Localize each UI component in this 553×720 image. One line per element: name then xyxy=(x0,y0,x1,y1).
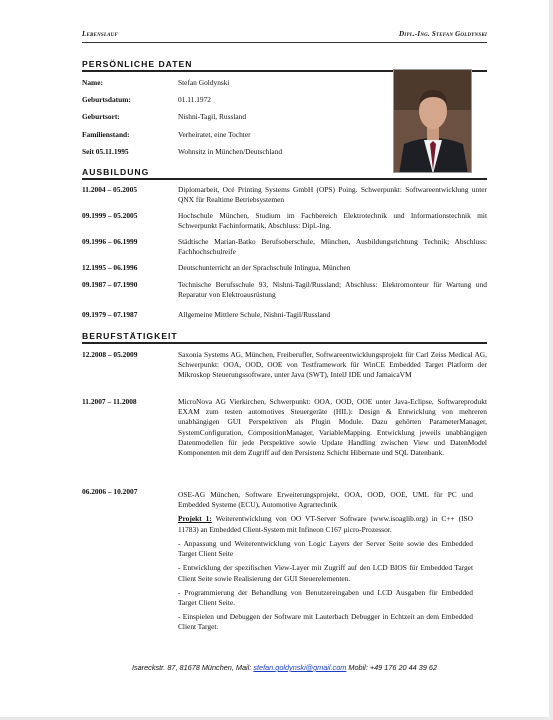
entry-date: 09.1979 – 07.1987 xyxy=(82,310,138,319)
ose-details xyxy=(178,490,473,637)
entry-text: Saxonia Systems AG, München, Freiberufler, Softwareentwicklungsprojekt für Carl Zeiss Medical AG, Schwerpunkt: OOA, OOD, OOE von Testframework für WinCE Embedded Target Platform der Mikroskop Steuerungssoftware, unter Java (SWT), IntelJ IDE und JamaicaVM xyxy=(178,350,487,380)
entry-date: 11.2004 – 05.2005 xyxy=(82,185,138,194)
entry-text: Allgemeine Mittlere Schule, Nishni-Tagil/Russland xyxy=(178,310,331,319)
entry-date: 11.2007 – 11.2008 xyxy=(82,397,137,406)
personal-value: Nishni-Tagil, Russland xyxy=(178,112,247,122)
personal-row xyxy=(82,112,382,129)
header-rule xyxy=(82,42,487,43)
footer-email-link[interactable]: stefan.goldynski@gmail.com xyxy=(253,663,347,672)
personal-label: Geburtsort: xyxy=(82,112,120,122)
project-text: Weiterentwicklung von OO VT-Server Software (www.isoaglib.org) in C++ (ISO 11783) an Embedded Client-System mit Infineon C167 µicro-Prozessor. xyxy=(178,514,473,534)
personal-value: Verheiratet, eine Tochter xyxy=(178,129,251,139)
personal-row xyxy=(82,130,382,147)
personal-row xyxy=(82,78,382,95)
personal-label: Familienstand: xyxy=(82,129,130,139)
section-rule-education xyxy=(82,178,487,180)
personal-row xyxy=(82,95,382,112)
ose-bullet: - Anpassung und Weiterentwicklung von Logic Layers der Server Seite sowie des Embedded Target Client Seite xyxy=(178,538,473,559)
entry-date: 09.1999 – 05.2005 xyxy=(82,211,138,220)
personal-data xyxy=(82,78,382,164)
ose-project xyxy=(178,514,473,534)
ose-bullet: - Programmierung der Behandlung von Benutzereingaben und LCD Ausgaben für Embedded Target Client Seite. xyxy=(178,587,473,607)
entry-date: 06.2006 – 10.2007 xyxy=(82,487,138,496)
page-edge-right xyxy=(549,0,553,720)
header-left: Lebenslauf xyxy=(82,30,119,38)
personal-label: Geburtsdatum: xyxy=(82,95,131,105)
personal-value: Wohnsitz in München/Deutschland xyxy=(178,146,283,156)
entry-text: Diplomarbeit, Océ Printing Systems GmbH (OPS) Poing. Schwerpunkt: Softwareentwicklung unter QNX für Realtime Betriebsystemen xyxy=(178,185,487,205)
footer-contact xyxy=(82,663,487,673)
project-label: Projekt 1: xyxy=(178,514,212,524)
personal-label: Seit 05.11.1995 xyxy=(82,146,129,156)
ose-summary: OSE-AG München, Software Erweiterungsprojekt, OOA, OOD, OOE, UML für PC und Embedded Systeme (ECU), Automotive Agrartechnik xyxy=(178,490,473,510)
footer-address: Isareckstr. 87, 81678 München, Mail: xyxy=(131,663,254,672)
running-header xyxy=(82,30,487,41)
section-title-career: BERUFSTÄTIGKEIT xyxy=(82,331,178,341)
entry-text: Technische Berufsschule 93, Nishni-Tagil/Russland; Abschluss: Elektromonteur für Wartung und Reparatur von Elektroausrüstung xyxy=(178,280,487,300)
entry-text: MicroNova AG Vierkirchen, Schwerpunkt: OOA, OOD, OOE unter Java-Eclipse, Softwareprodukt EXAM zum testen automotives Steuergeräte (HIL): Design & Entwicklung von mehreren unabhängigen GUI Perspektiven als Plugin Module. Dazu gehörten ParameterManager, SystemConfiguration, CompositionManager, VariableMapping. Entwicklung jeweils unabhängigen Datenmodellen für jede Perspektive sowie Update Handling zwischen View und DatenModel Komponenten mit dem Zugriff auf den Persistenz Schicht Hibernate und SQL Datenbank. xyxy=(178,397,487,458)
section-rule-career xyxy=(82,342,487,344)
personal-value: 01.11.1972 xyxy=(178,95,211,105)
personal-value: Stefan Goldynski xyxy=(178,78,230,87)
entry-text: Deutschunterricht an der Sprachschule Inlingua, München xyxy=(178,263,351,272)
entry-text: Städtische Marian-Batko Berufsoberschule, München, Ausbildungsrichtung Technik; Abschluss: Fachhochschulreife xyxy=(178,237,487,257)
ose-bullet: - Einspielen und Debuggen der Software mit Lauterbach Debugger in Echtzeit an dem Embedded Client Target. xyxy=(178,612,473,632)
personal-row xyxy=(82,147,382,164)
section-title-education: AUSBILDUNG xyxy=(82,167,150,177)
entry-date: 12.1995 – 06.1996 xyxy=(82,263,138,272)
portrait-illustration xyxy=(394,70,472,173)
entry-date: 09.1987 – 07.1990 xyxy=(82,280,138,289)
personal-label: Name: xyxy=(82,78,103,87)
section-title-personal: PERSÖNLICHE DATEN xyxy=(82,59,193,69)
portrait-photo xyxy=(393,69,472,173)
entry-date: 12.2008 – 05.2009 xyxy=(82,350,138,359)
ose-bullet: - Entwicklung der spezifischen View-Layer mit Zugriff auf den LCD BIOS für Embedded Target Client Seite sowie Realisierung der GUI Steuerelementen. xyxy=(178,563,473,583)
footer-mobile: Mobil: +49 176 20 44 39 62 xyxy=(346,663,438,672)
header-right: Dipl.-Ing. Stefan Goldynski xyxy=(399,30,487,38)
entry-text: Hochschule München, Studium im Fachbereich Elektrotechnik und Informationstechnik mit Schwerpunkt Fachinformatik, Abschluss: Dipl.-Ing. xyxy=(178,211,487,231)
entry-date: 09.1996 – 06.1999 xyxy=(82,237,138,246)
